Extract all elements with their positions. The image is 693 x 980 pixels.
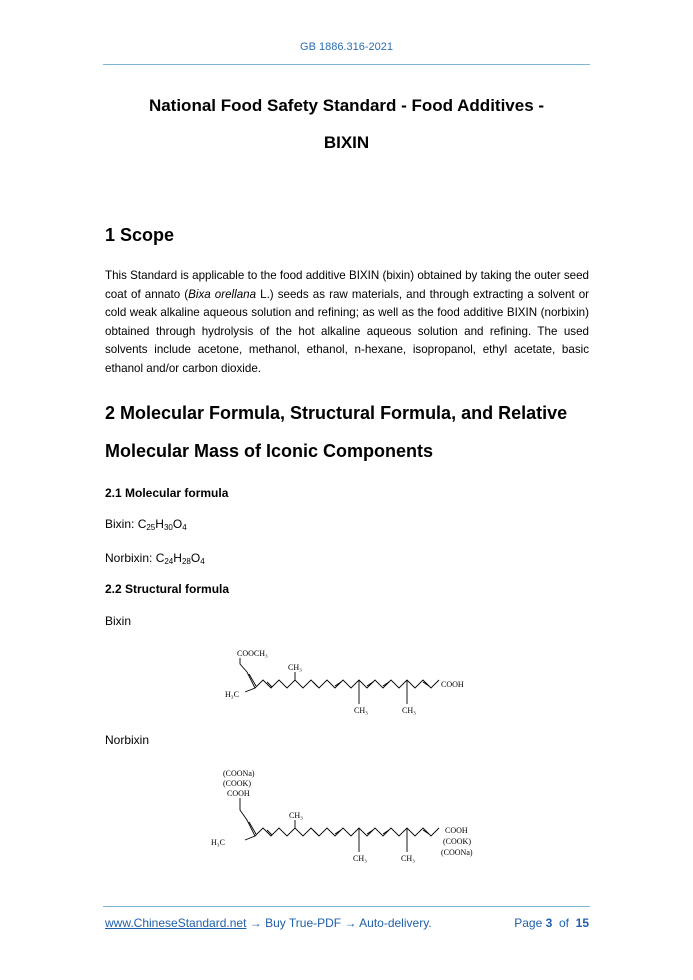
of-label: of [558,916,569,930]
bixin-methyl-bottom-2-label: CH₃ [402,706,416,715]
page-indicator [514,916,589,930]
norbixin-methyl-bottom-1-label: CH₃ [353,854,367,863]
norbixin-structure-label: Norbixin [105,733,150,747]
bixin-methyl-top-label: CH₃ [288,663,302,672]
subheading-molecular-formula: 2.1 Molecular formula [105,486,229,500]
section-heading-scope: 1 Scope [105,225,175,245]
norbixin-methyl-left-label: H₃C [211,838,225,847]
bixin-ester-group-label: COOCH₃ [237,649,268,658]
species-name: Bixa orellana [188,287,257,301]
bixin-chain-bonds [240,658,439,704]
scope-text-part-2: L.) seeds as raw materials, and through extracting a solvent or cold weak alkaline aqueous solution and refining; as well as the food additive BIXIN (norbixin) obtained through hydrolysis of the hot alkaline aqueous solution and refining. The used solvents include acetone, methanol, ethanol, n-hexane, isopropanol, ethyl acetate, basic ethanol and/or carbon dioxide. [105,287,589,375]
section-heading-2-line-2: Molecular Mass of Iconic Components [105,441,434,461]
norbixin-left-potassium-salt-label: (COOK) [223,779,251,788]
norbixin-formula-label: Norbixin: [105,551,156,565]
footer-links [105,916,432,930]
norbixin-h: H [173,551,182,565]
norbixin-right-sodium-salt-label: (COONa) [441,848,473,857]
norbixin-methyl-bottom-2-label: CH₃ [401,854,415,863]
norbixin-right-potassium-salt-label: (COOK) [443,837,471,846]
norbixin-o: O [190,551,201,565]
norbixin-c-count: 24 [164,557,174,566]
norbixin-molecular-formula [105,551,205,565]
document-title-line-1: National Food Safety Standard - Food Additives - [148,96,545,115]
website-link[interactable]: www.ChineseStandard.net [105,916,247,930]
norbixin-right-acid-label: COOH [445,826,468,835]
bixin-structure-label: Bixin [105,614,132,628]
page-label: Page [514,916,543,930]
norbixin-o-count: 4 [200,557,205,566]
bixin-acid-label: COOH [441,680,464,689]
bixin-formula-label: Bixin: [105,517,138,531]
bixin-h: H [155,517,164,531]
header-divider [103,64,590,65]
document-code: GB 1886.316-2021 [300,41,393,53]
bixin-molecular-formula [105,517,187,531]
norbixin-h-count: 28 [181,557,191,566]
footer-divider [103,906,590,907]
subheading-structural-formula: 2.2 Structural formula [105,582,230,596]
bixin-o-count: 4 [182,523,187,532]
arrow-right-icon: → [249,916,262,930]
document-title-line-2: BIXIN [323,133,370,152]
norbixin-chain-bonds [240,798,439,852]
bixin-o: O [172,517,183,531]
norbixin-left-acid-label: COOH [227,789,250,798]
norbixin-structure-diagram [205,764,495,872]
norbixin-methyl-top-label: CH₃ [289,811,303,820]
norbixin-left-sodium-salt-label: (COONa) [223,769,255,778]
scope-text-part-1: This Standard is applicable to the food additive BIXIN (bixin) obtained by taking the outer seed coat of annato ( [105,269,589,301]
bixin-methyl-left-label: H₃C [225,690,239,699]
scope-paragraph [105,267,589,379]
bixin-methyl-bottom-1-label: CH₃ [354,706,368,715]
section-heading-2-line-1: 2 Molecular Formula, Structural Formula, and Relative [105,403,568,423]
bixin-c-count: 25 [146,523,156,532]
buy-pdf-text: Buy True-PDF [265,916,342,930]
bixin-structure-diagram [215,644,490,720]
total-pages-number: 15 [575,916,589,930]
arrow-right-icon: → [344,916,357,930]
auto-delivery-text: Auto-delivery. [359,916,432,930]
bixin-c: C [137,517,147,531]
bixin-h-count: 30 [163,523,173,532]
current-page-number: 3 [545,916,553,930]
norbixin-c: C [155,551,165,565]
